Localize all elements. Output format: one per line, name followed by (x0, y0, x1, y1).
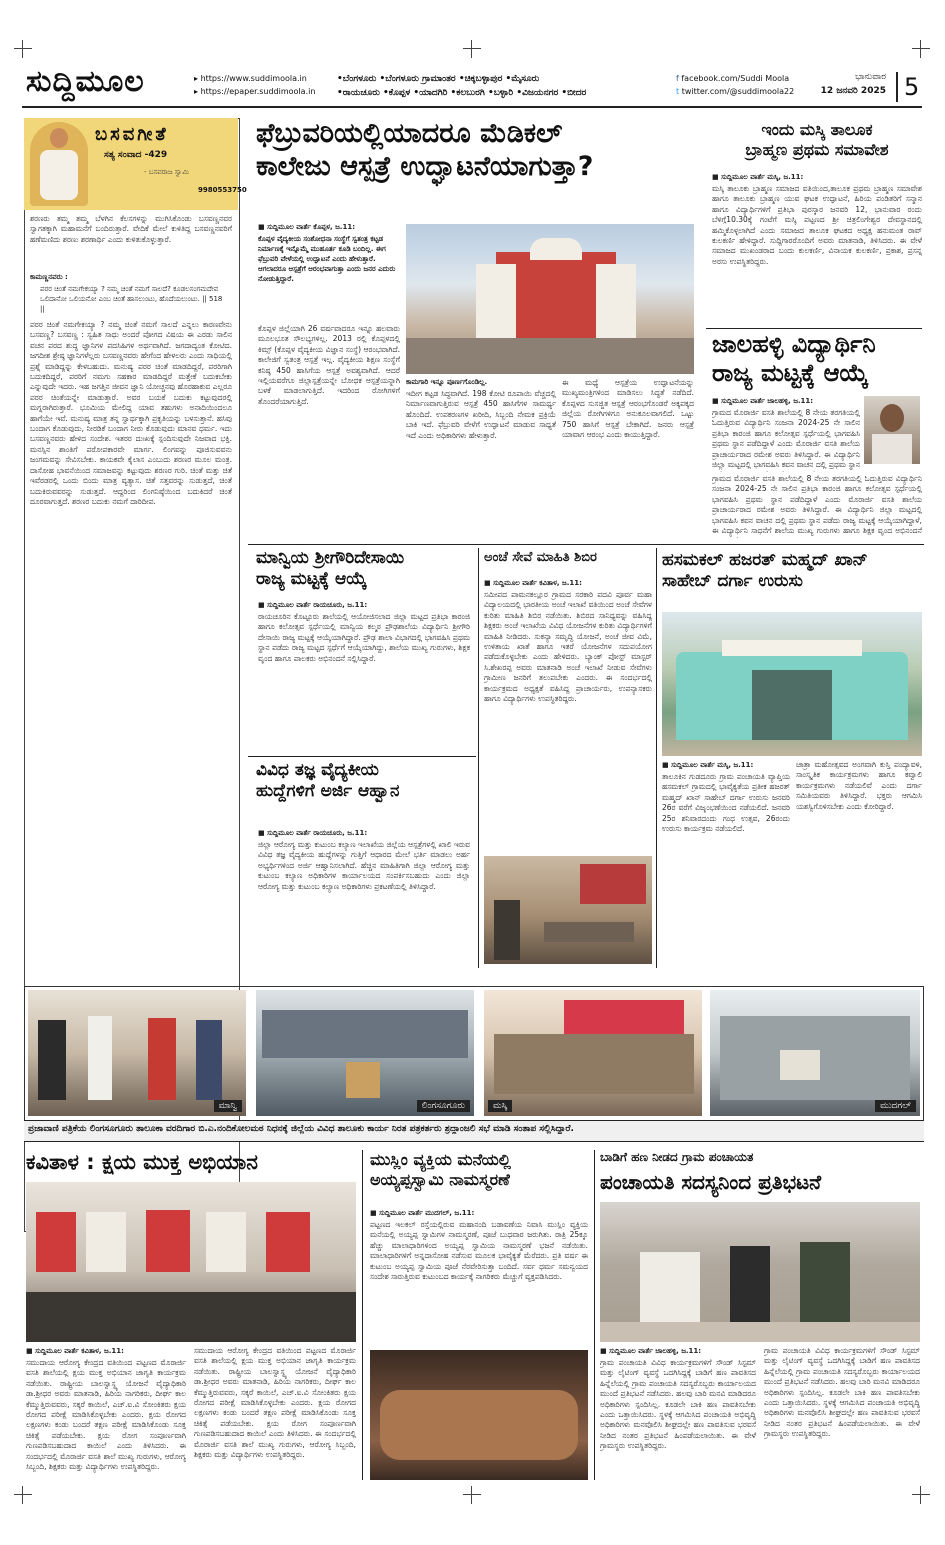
issue-date (818, 70, 886, 98)
strip-photo (484, 990, 702, 1116)
date-label: 12 ಜನವರಿ 2025 (820, 86, 886, 96)
manvi-headline-line1: ಮಾನ್ವಿಯ ಶ್ರೀಗೌರಿದೇಸಾಯಿ (256, 548, 405, 568)
dargah-photo (662, 612, 922, 756)
tb-byline-text: ಸುದ್ದಿಮೂಲ ವಾರ್ತೆ ಕವಿತಾಳ, ಜ.11: (35, 1347, 124, 1355)
ayyappa-body: ಪಟ್ಟಣದ ಇಲಕಲ್ ರಸ್ತೆಯಲ್ಲಿರುವ ಮಹಾನಂದಿ ಬಡಾವಣೆಯ ನಿವಾಸಿ ಮುಸ್ಲಿಂ ವ್ಯಕ್ತಿಯ ಮನೆಯಲ್ಲಿ ಅಯ್ಯಪ್ಪ ಸ್ವಾಮಿಗಳ ನಾಮಸ್ಮರಣೆ, ಪೂಜೆ ಬುಧವಾರ ಜರುಗಿತು. ರಾತ್ರಿ 25ಕ್ಕೂ ಹೆಚ್ಚು ಮಾಲಾಧಾರಿಗಳಿಂದ ಅಯ್ಯಪ್ಪ ಸ್ವಾಮಿಯ ನಾಮಸ್ಮರಣೆ ಭಜನೆ ನಡೆಯಿತು. ಮಾಲಾಧಾರಿಗಳಿಗೆ ಅನ್ನದಾಸೋಹ ನಡೆಸುವ ಮೂಲಕ ಭಾವೈಕ್ಯತೆ ಮೆರೆದರು. ಪ್ರತಿ ವರ್ಷ ಈ ಕುಟುಂಬ ಅಯ್ಯಪ್ಪ ಸ್ವಾಮಿಯ ಪೂಜೆ ನೆರವೇರಿಸುತ್ತಾ ಬಂದಿದೆ. ಸರ್ವ ಧರ್ಮ ಸಮನ್ವಯದ ಸಂದೇಶ ಸಾರುತ್ತಿರುವ ಕುಟುಂಬದ ಕಾರ್ಯಕ್ಕೆ ನಾಗರಿಕರು ಮೆಚ್ಚುಗೆ ವ್ಯಕ್ತಪಡಿಸಿದರು. (370, 1220, 588, 1282)
crop-mark (463, 40, 481, 58)
tb-body-2: ಸಮುದಾಯ ಆರೋಗ್ಯ ಕೇಂದ್ರದ ವತಿಯಿಂದ ಪಟ್ಟಣದ ಮೊರಾರ್ಜಿ ವಸತಿ ಶಾಲೆಯಲ್ಲಿ ಕ್ಷಯ ಮುಕ್ತ ಅಭಿಯಾನ ಜಾಗೃತಿ ಕಾರ್ಯಕ್ರಮ ನಡೆಯಿತು. ರಾಷ್ಟ್ರೀಯ ಬಾಲಸ್ವಾಸ್ಥ್ಯ ಯೋಜನೆ ವೈದ್ಯಾಧಿಕಾರಿ ಡಾ.ಶ್ರೀಧರ ಅವರು ಮಾತನಾಡಿ, ಹಿರಿಯ ನಾಗರಿಕರು, ದೀರ್ಘ ಕಾಲ ಕೆಮ್ಮುತ್ತಿರುವವರು, ಸಕ್ಕರೆ ಕಾಯಿಲೆ, ಎಚ್.ಐ.ವಿ ಸೋಂಕಿತರು ಕ್ಷಯ ರೋಗದ ಪರೀಕ್ಷೆ ಮಾಡಿಸಿಕೊಳ್ಳಬೇಕು ಎಂದರು. ಕ್ಷಯ ರೋಗದ ಲಕ್ಷಣಗಳು ಕಂಡು ಬಂದರೆ ತಕ್ಷಣ ಪರೀಕ್ಷೆ ಮಾಡಿಸಿಕೊಂಡು ಸೂಕ್ತ ಚಿಕಿತ್ಸೆ ಪಡೆಯಬೇಕು. ಕ್ಷಯ ರೋಗ ಸಂಪೂರ್ಣವಾಗಿ ಗುಣಪಡಿಸಬಹುದಾದ ಕಾಯಿಲೆ ಎಂದು ತಿಳಿಸಿದರು. ಈ ಸಂದರ್ಭದಲ್ಲಿ ಮೊರಾರ್ಜಿ ವಸತಿ ಶಾಲೆ ಮುಖ್ಯ ಗುರುಗಳು, ಆರೋಗ್ಯ ಸಿಬ್ಬಂದಿ, ಶಿಕ್ಷಕರು ಮತ್ತು ವಿದ್ಯಾರ್ಥಿಗಳು ಉಪಸ್ಥಿತರಿದ್ದರು. (194, 1346, 356, 1460)
photo-strip-caption: ಪ್ರಜಾವಾಣಿ ಪತ್ರಿಕೆಯ ಲಿಂಗಸೂಗೂರು ತಾಲೂಕಾ ವರದಿಗಾರ ಬಿ.ಎ.ನಂದಿಕೋಲಮಠ ನಿಧನಕ್ಕೆ ಜಿಲ್ಲೆಯ ವಿವಿಧ ತಾಲೂಕು ಕಾರ್ಯ ನಿರತ ಪತ್ರಕರ್ತರು ಶ್ರದ್ಧಾಂಜಲಿ ಸಭೆ ಮಾಡಿ ಸಂತಾಪ ಸಲ್ಲಿಸಿದ್ದಾರೆ. (28, 1124, 574, 1134)
lead-body-1: ಕೊಪ್ಪಳ ಜಿಲ್ಲೆಯಾಗಿ 26 ವರ್ಷವಾದರೂ ಇನ್ನೂ ಹಲವಾರು ಮೂಲಭೂತ ಸೌಲಭ್ಯಗಳಿಲ್ಲ. 2013 ರಲ್ಲಿ ಕೊಪ್ಪಳದಲ್ಲಿ ಕಿಮ್ಸ್ (ಕೊಪ್ಪಳ ವೈದ್ಯಕೀಯ ವಿಜ್ಞಾನ ಸಂಸ್ಥೆ) ಆರಂಭವಾಗಿದೆ. ಕಾಲೇಜಿಗೆ ಸ್ವತಂತ್ರ ಆಸ್ಪತ್ರೆ ಇಲ್ಲ. ವೈದ್ಯಕೀಯ ಶಿಕ್ಷಣ ಸಂಸ್ಥೆಗೆ ಕನಿಷ್ಠ 450 ಹಾಸಿಗೆಯ ಆಸ್ಪತ್ರೆ ಅವಶ್ಯವಾಗಿದೆ. ಆದರೆ ಇಲ್ಲಿಯವರೆಗೂ ಜಿಲ್ಲಾಸ್ಪತ್ರೆಯನ್ನೇ ಬೋಧಕ ಆಸ್ಪತ್ರೆಯನ್ನಾಗಿ ಬಳಕೆ ಮಾಡಲಾಗುತ್ತಿದೆ. ಇದರಿಂದ ರೋಗಿಗಳಿಗೆ ತೊಂದರೆಯಾಗುತ್ತಿದೆ. (258, 324, 400, 406)
saint-portrait (30, 122, 88, 206)
tb-body-1: ಸಮುದಾಯ ಆರೋಗ್ಯ ಕೇಂದ್ರದ ವತಿಯಿಂದ ಪಟ್ಟಣದ ಮೊರಾರ್ಜಿ ವಸತಿ ಶಾಲೆಯಲ್ಲಿ ಕ್ಷಯ ಮುಕ್ತ ಅಭಿಯಾನ ಜಾಗೃತಿ ಕಾರ್ಯಕ್ರಮ ನಡೆಯಿತು. ರಾಷ್ಟ್ರೀಯ ಬಾಲಸ್ವಾಸ್ಥ್ಯ ಯೋಜನೆ ವೈದ್ಯಾಧಿಕಾರಿ ಡಾ.ಶ್ರೀಧರ ಅವರು ಮಾತನಾಡಿ, ಹಿರಿಯ ನಾಗರಿಕರು, ದೀರ್ಘ ಕಾಲ ಕೆಮ್ಮುತ್ತಿರುವವರು, ಸಕ್ಕರೆ ಕಾಯಿಲೆ, ಎಚ್.ಐ.ವಿ ಸೋಂಕಿತರು ಕ್ಷಯ ರೋಗದ ಪರೀಕ್ಷೆ ಮಾಡಿಸಿಕೊಳ್ಳಬೇಕು ಎಂದರು. ಕ್ಷಯ ರೋಗದ ಲಕ್ಷಣಗಳು ಕಂಡು ಬಂದರೆ ತಕ್ಷಣ ಪರೀಕ್ಷೆ ಮಾಡಿಸಿಕೊಂಡು ಸೂಕ್ತ ಚಿಕಿತ್ಸೆ ಪಡೆಯಬೇಕು. ಕ್ಷಯ ರೋಗ ಸಂಪೂರ್ಣವಾಗಿ ಗುಣಪಡಿಸಬಹುದಾದ ಕಾಯಿಲೆ ಎಂದು ತಿಳಿಸಿದರು. ಈ ಸಂದರ್ಭದಲ್ಲಿ ಮೊರಾರ್ಜಿ ವಸತಿ ಶಾಲೆ ಮುಖ್ಯ ಗುರುಗಳು, ಆರೋಗ್ಯ ಸಿಬ್ಬಂದಿ, ಶಿಕ್ಷಕರು ಮತ್ತು ವಿದ್ಯಾರ್ಥಿಗಳು ಉಪಸ್ಥಿತರಿದ್ದರು. (26, 1358, 186, 1472)
divider (594, 1150, 595, 1480)
twitter-link[interactable]: twitter.com/@suddimoola22 (681, 87, 795, 96)
lead-headline[interactable] (256, 118, 696, 184)
vacancy-byline-text: ಸುದ್ದಿಮೂಲ ವಾರ್ತೆ ರಾಯಚೂರು, ಜ.11: (267, 829, 368, 837)
postal-body: ಸಮೀಪದ ಪಾಮನಕಲ್ಲೂರ ಗ್ರಾಮದ ಸರಕಾರಿ ಪದವಿ ಪೂರ್ವ ಮಹಾ ವಿದ್ಯಾಲಯದಲ್ಲಿ ಭಾರತೀಯ ಅಂಚೆ ಇಲಾಖೆ ವತಿಯಿಂದ ಅಂಚೆ ಸೇವೆಗಳ ಕುರಿತು ಮಾಹಿತಿ ಶಿಬಿರ ನಡೆಯಿತು. ಶಿಬಿರದ ಸಾನಿಧ್ಯವನ್ನು ವಹಿಸಿದ್ದ ಶಿಕ್ಷಕರು ಅಂಚೆ ಇಲಾಖೆಯ ವಿವಿಧ ಯೋಜನೆಗಳ ಕುರಿತು ವಿದ್ಯಾರ್ಥಿಗಳಿಗೆ ಮಾಹಿತಿ ನೀಡಿದರು. ಸುಕನ್ಯಾ ಸಮೃದ್ಧಿ ಯೋಜನೆ, ಅಂಚೆ ಜೀವ ವಿಮೆ, ಉಳಿತಾಯ ಖಾತೆ ಹಾಗೂ ಇತರೆ ಯೋಜನೆಗಳ ಸದುಪಯೋಗ ಪಡೆದುಕೊಳ್ಳಬೇಕು ಎಂದು ಹೇಳಿದರು. ಬ್ಯಾಂಕ್ ಪೋಸ್ಟ್ ಮಾಸ್ಟರ್ ಸಿ.ಶೇಖರಪ್ಪ ಅವರು ಮಾತನಾಡಿ ಅಂಚೆ ಇಲಾಖೆ ನೀಡುವ ಸೇವೆಗಳು ಗ್ರಾಮೀಣ ಜನರಿಗೆ ತಲುಪಬೇಕು ಎಂದರು. ಈ ಸಂದರ್ಭದಲ್ಲಿ ಕಾರ್ಯಕ್ರಮದ ಅಧ್ಯಕ್ಷತೆ ವಹಿಸಿದ್ದ ಪ್ರಾಚಾರ್ಯರು, ಉಪನ್ಯಾಸಕರು ಹಾಗೂ ವಿದ್ಯಾರ್ಥಿಗಳು ಉಪಸ್ಥಿತರಿದ್ದರು. (484, 590, 652, 704)
crop-mark (14, 1486, 32, 1504)
bhajan-photo (370, 1350, 588, 1480)
jalahalli-body-1: ಗ್ರಾಮದ ಮೊರಾರ್ಜಿ ವಸತಿ ಶಾಲೆಯಲ್ಲಿ 8 ನೇಯ ತರಗತಿಯಲ್ಲಿ ಓದುತ್ತಿರುವ ವಿದ್ಯಾರ್ಥಿನಿ ಸಂಜನಾ 2024-25 ನೇ ಸಾಲಿನ ಪ್ರತಿಭಾ ಕಾರಂಜಿ ಹಾಗೂ ಕಲೋತ್ಸವ ಸ್ಪರ್ಧೆಯಲ್ಲಿ ಭಾಗವಹಿಸಿ ಪ್ರಥಮ ಸ್ಥಾನ ಪಡೆದಿದ್ದಾಳೆ ಎಂದು ಮೊರಾರ್ಜಿ ವಸತಿ ಶಾಲೆಯ ಪ್ರಾಚಾರ್ಯರಾದ ರಮೇಶ ಅವರು ತಿಳಿಸಿದ್ದಾರೆ. ಈ ವಿದ್ಯಾರ್ಥಿನಿ ಜಿಲ್ಲಾ ಮಟ್ಟದಲ್ಲಿ ಭಾಗವಹಿಸಿ ಕವನ ವಾಚನ ದಲ್ಲಿ ಪ್ರಥಮ ಸ್ಥಾನ (712, 408, 860, 470)
column-title: ಬಸವಗೀತೆ (95, 124, 169, 145)
crop-mark (463, 1486, 481, 1504)
urus-body-2: ಜಾತ್ರಾ ಮಹೋತ್ಸವದ ಅಂಗವಾಗಿ ಕುಸ್ತಿ ಪಂದ್ಯಾವಳಿ, ಸಾಂಸ್ಕೃತಿಕ ಕಾರ್ಯಕ್ರಮಗಳು ಹಾಗೂ ಕವ್ವಾಲಿ ಕಾರ್ಯಕ್ರಮಗಳು ನಡೆಯಲಿವೆ ಎಂದು ದರ್ಗಾ ಸಮಿತಿಯವರು ತಿಳಿಸಿದ್ದಾರೆ. ಭಕ್ತರು ಆಗಮಿಸಿ ಯಶಸ್ವಿಗೊಳಿಸಬೇಕು ಎಂದು ಕೋರಿದ್ದಾರೆ. (796, 760, 922, 811)
strip-label: ಮಸ್ಕಿ (488, 1100, 512, 1112)
bullet-icon: ■ (258, 829, 268, 837)
twitter-icon: t (676, 87, 682, 96)
hospital-photo (406, 224, 694, 374)
tb-campaign-photo (26, 1182, 356, 1342)
jalahalli-byline-text: ಸುದ್ದಿಮೂಲ ವಾರ್ತೆ ಜಾಲಹಳ್ಳಿ, ಜ.11: (721, 397, 814, 405)
crop-mark (912, 40, 930, 58)
globe-icon: ▸ (194, 74, 201, 83)
maski-body: ಮಸ್ಕಿ ತಾಲೂಕು ಬ್ರಾಹ್ಮಣ ಸಮಾಜದ ವತಿಯಿಂದ,ತಾಲೂಕ ಪ್ರಥಮ ಬ್ರಾಹ್ಮಣ ಸಮಾವೇಶ ಹಾಗೂ ತಾಲೂಕು ಬ್ರಾಹ್ಮಣ ಯುವ ಘಟಕ ಉದ್ಘಾಟನೆ, ಹಿರಿಯ ಪಂಡಿತರಿಗೆ ಸನ್ಮಾನ ಹಾಗೂ ವಿದ್ಯಾರ್ಥಿಗಳಿಗೆ ಪ್ರತಿಭಾ ಪುರಸ್ಕಾರ ಜನವರಿ 12, ಭಾನುವಾರ ರಂದು ಬೆಳಿಗ್ಗೆ10.30ಕ್ಕೆ ಗಂಟೆಗೆ ಮಸ್ಕಿ ಪಟ್ಟಣದ ಶ್ರೀ ಚಿತ್ರಲಿಂಗೇಶ್ವರ ದೇವಸ್ಥಾನದಲ್ಲಿ ಹಮ್ಮಿಕೊಳ್ಳಲಾಗಿದೆ ಎಂದು ಸಮಾಜದ ತಾಲೂಕ ಘಟಕದ ಅಧ್ಯಕ್ಷ ಹನುಮಂತ ರಾವ್ ಕುಲಕರ್ಣಿ ಹೇಳಿದ್ದಾರೆ. ಸುದ್ದಿಗಾರರೊಂದಿಗೆ ಅವರು ಮಾತನಾಡಿ, ತಿಳಿಸಿದರು. ಈ ವೇಳೆ ಸಮಾಜದ ಮುಖಂಡರಾದ ಬಂದು ಕುಲಕರ್ಣಿ, ವಿನಾಯಕ ಕುಲಕರ್ಣಿ, ಪ್ರಕಾಶ, ಪ್ರಸನ್ನ ಅರಸು ಉಪಸ್ಥಿತರಿದ್ದರು. (712, 184, 922, 266)
jalahalli-body-2: ಗ್ರಾಮದ ಮೊರಾರ್ಜಿ ವಸತಿ ಶಾಲೆಯಲ್ಲಿ 8 ನೇಯ ತರಗತಿಯಲ್ಲಿ ಓದುತ್ತಿರುವ ವಿದ್ಯಾರ್ಥಿನಿ ಸಂಜನಾ 2024-25 ನೇ ಸಾಲಿನ ಪ್ರತಿಭಾ ಕಾರಂಜಿ ಹಾಗೂ ಕಲೋತ್ಸವ ಸ್ಪರ್ಧೆಯಲ್ಲಿ ಭಾಗವಹಿಸಿ ಪ್ರಥಮ ಸ್ಥಾನ ಪಡೆದಿದ್ದಾಳೆ ಎಂದು ಮೊರಾರ್ಜಿ ವಸತಿ ಶಾಲೆಯ ಪ್ರಾಚಾರ್ಯರಾದ ರಮೇಶ ಅವರು ತಿಳಿಸಿದ್ದಾರೆ. ಈ ವಿದ್ಯಾರ್ಥಿನಿ ಜಿಲ್ಲಾ ಮಟ್ಟದಲ್ಲಿ ಭಾಗವಹಿಸಿ ಕವನ ವಾಚನ ದಲ್ಲಿ ಪ್ರಥಮ ಸ್ಥಾನ ಪಡೆದು ರಾಜ್ಯ ಮಟ್ಟಕ್ಕೆ ಆಯ್ಕೆಯಾಗಿದ್ದಾಳೆ, ಈ ವಿದ್ಯಾರ್ಥಿನಿ ಸಾಧನೆಗೆ ಶಾಲೆಯ ಮುಖ್ಯ ಗುರುಗಳು ಹಾಗೂ ಶಿಕ್ಷಕ ವೃಂದ ಅಭಿನಂದನೆ (712, 474, 922, 536)
ayyappa-byline-text: ಸುದ್ದಿಮೂಲ ವಾರ್ತೆ ಮುದಗಲ್, ಜ.11: (379, 1209, 475, 1217)
divider (248, 544, 924, 545)
column-intro: ಶರಣರು ತಮ್ಮ ತಮ್ಮ ಬೆಳಗಿನ ಕೆಲಸಗಳನ್ನು ಮುಗಿಸಿಕೊಂಡು ಬಸವಣ್ಣನವರ ಸ್ವಾಗತಕ್ಕಾಗಿ ಮಹಾಮನೆಗೆ ಬಂದಿರುತ್ತಾರೆ. ವೇದಿಕೆ ಮೇಲೆ ಕುಳಿತಿದ್ದ ಬಸವಣ್ಣನವರಿಗೆ ಹಣೆಮಣಿದು ಶರಣು ಶರಣಾರ್ಥಿ ಎಂದು ಕುಳಿತುಕೊಳ್ಳುತ್ತಾರೆ. (30, 214, 232, 244)
vacancy-headline[interactable] (256, 760, 472, 801)
facebook-icon: f (676, 74, 682, 83)
ayyappa-byline (370, 1208, 588, 1218)
maski-headline-line1: ಇಂದು ಮಸ್ಕಿ ತಾಲೂಕ (761, 120, 873, 139)
strip-label: ಮುದಗಲ್ (875, 1100, 916, 1112)
divider (656, 548, 657, 968)
vacancy-headline-line2: ಹುದ್ದೆಗಳಿಗೆ ಅರ್ಜಿ ಆಹ್ವಾನ (256, 780, 400, 801)
column-body: ಪರರ ಚಿಂತೆ ನಮಗೇಕಯ್ಯಾ ? ನಮ್ಮ ಚಿಂತೆ ನಮಗೆ ಸಾಲದೆ ಎನ್ನಲು ಕಾರಣವೇನು ಬಸವಣ್ಣ? ಬಸವಣ್ಣ : ಸ್ವಹಿತ ಸಾಧು ಅಂದರೆ ಪೋಗದ ವಿಷಯ ಈ ಎರಡು ಸಾಲಿನ ವಚನ ಪರದ ಶುದ್ಧ ಜ್ಞಾನಿಗಳ ಪದಸಿಹಿಗಳ ಅರ್ಥವಾಗಿದೆ. ಜಗದಾದ್ಯಂತ ಕೋಟಿದ. ಜಗದೀಶ ಶ್ರೇಷ್ಠ ಜ್ಞಾನಿಗಳೆಲ್ಲರು ಬಸವಣ್ಣನವರು ಹೇಗೆಂದ ಹೇಳಲರು ಎಂದು ಸಾಧಿಯಲ್ಲಿ ಪ್ರಶ್ನೆ ಮಾಡಿದ್ದನ್ನು ಕೇಳಬಹುದು. ಮನುಷ್ಯ ಪರರ ಚಿಂತೆ ಮಾಡದಿದ್ದರೆ, ಪರರಿಗಾಗಿ ಬದುಕದಿದ್ದರೆ, ಪರರಿಗೆ ನಮಗು ಸಹಕಾರ ಮಾಡದಿದ್ದರೆ ಮತ್ತೇಕೆ ಬದುಕಬೇಕು ಎನ್ನುವುದೇ ಇದರು. ಇಹ ಜಗತ್ತಿನ ಜೀವನ ಜ್ಞಾನಿ ಯೋಚ್ಚನವು ಹೊರಹಾಕುವ ಎಲ್ಲರೂ ಪರರ ಚಿಂತೆಯನ್ನೇ ಮಾಡುತ್ತಾರೆ. ಅವರ ಬಯಕೆ ಬದುಕು ಕಟ್ಟುವುದರಲ್ಲಿ ಮಗ್ನರಾಗಿರುತ್ತಾರೆ. ಭೂಮಿಯ ಮೇಲಿದ್ದ ಯಾವ ತಹುಗಳು ಅನಾದಿಯಿಂದಲೂ ಹಾಗೆಯೇ ಇವೆ. ಮನುಷ್ಯ ಮಾತ್ರ ತನ್ನ ಸ್ವಾರ್ಥಕ್ಕಾಗಿ ಪ್ರಕೃತಿಯನ್ನು ಬಳಸುತ್ತಾನೆ. ಹಸಿವು ಬಂದಾಗ ಕೊಡುವುದು, ನೀರಡಿಕೆ ಬಂದಾಗ ನೀರು ಕೊಡುವುದು ಮಾನವ ಧರ್ಮ. ಇದು ಬಸವಣ್ಣನವರು ಹೇಳಿದ ಸಂದೇಶ. ಇತರರ ದುಃಖಕ್ಕೆ ಸ್ಪಂದಿಸುವುದೇ ನಿಜವಾದ ಭಕ್ತಿ. ಮನಸ್ಸಿನ ಶಾಂತಿಗೆ ಪರೋಪಕಾರವೇ ಮಾರ್ಗ. ಲಿಂಗವನ್ನು ಪೂಜಿಸುವವನು ಜಂಗಮವನ್ನು ಸೇವಿಸಬೇಕು. ಕಾಯಕವೇ ಕೈಲಾಸ ಎಂಬುದು ಶರಣರ ಮೂಲ ಮಂತ್ರ. ದಾಸೋಹ ಭಾವನೆಯಿಂದ ಸಮಾಜವನ್ನು ಕಟ್ಟುವುದು ಶರಣರ ಗುರಿ. ಚಿಂತೆ ಮತ್ತು ಚಿತೆ ಇವೆರಡರಲ್ಲಿ ಒಂದು ಬಿಂದು ಮಾತ್ರ ವ್ಯತ್ಯಾಸ. ಚಿತೆ ಸತ್ತವರನ್ನು ಸುಡುತ್ತದೆ, ಚಿಂತೆ ಬದುಕಿರುವವರನ್ನು ಸುಡುತ್ತದೆ. ಆದ್ದರಿಂದ ಲಿಂಗನಿಷ್ಠೆಯಿಂದ ಬದುಕಿದರೆ ಚಿಂತೆ ದೂರವಾಗುತ್ತದೆ. ಶರಣರ ಬದುಕು ನಮಗೆ ದಾರಿದೀಪ. (30, 320, 232, 506)
column-subtitle: ಸತ್ಯ ಸಂವಾದ -429 (104, 150, 168, 160)
vacancy-body: ಜಿಲ್ಲಾ ಆರೋಗ್ಯ ಮತ್ತು ಕುಟುಂಬ ಕಲ್ಯಾಣ ಇಲಾಖೆಯ ಜಿಲ್ಲೆಯ ಆಸ್ಪತ್ರೆಗಳಲ್ಲಿ ಖಾಲಿ ಇರುವ ವಿವಿಧ ತಜ್ಞ ವೈದ್ಯಕೀಯ ಹುದ್ದೆಗಳನ್ನು ಗುತ್ತಿಗೆ ಆಧಾರದ ಮೇಲೆ ಭರ್ತಿ ಮಾಡಲು ಅರ್ಹ ಅಭ್ಯರ್ಥಿಗಳಿಂದ ಅರ್ಜಿ ಆಹ್ವಾನಿಸಲಾಗಿದೆ. ಹೆಚ್ಚಿನ ಮಾಹಿತಿಗಾಗಿ ಜಿಲ್ಲಾ ಆರೋಗ್ಯ ಮತ್ತು ಕುಟುಂಬ ಕಲ್ಯಾಣ ಅಧಿಕಾರಿಗಳ ಕಾರ್ಯಾಲಯದ ಸಂಪರ್ಕಿಸಬಹುದು ಎಂದು ಜಿಲ್ಲಾ ಆರೋಗ್ಯ ಮತ್ತು ಕುಟುಂಬ ಕಲ್ಯಾಣ ಅಧಿಕಾರಿಗಳು ಪ್ರಕಟಣೆಯಲ್ಲಿ ತಿಳಿಸಿದ್ದಾರೆ. (258, 840, 470, 891)
postal-photo (484, 856, 652, 964)
divider (248, 756, 476, 757)
ayyappa-headline-line2: ಅಯ್ಯಪ್ಪಸ್ವಾಮಿ ನಾಮಸ್ಮರಣೆ (370, 1169, 510, 1189)
protest-body-1: ಗ್ರಾಮ ಪಂಚಾಯತಿ ವಿವಿಧ ಕಾರ್ಯಕ್ರಮಗಳಿಗೆ ಸೌಂಡ್ ಸಿಸ್ಟಮ್ ಮತ್ತು ಲೈಟಿಂಗ್ ವ್ಯವಸ್ಥೆ ಒದಗಿಸಿದ್ದಕ್ಕೆ ಬಾಡಿಗೆ ಹಣ ಪಾವತಿಸದ ಹಿನ್ನೆಲೆಯಲ್ಲಿ ಗ್ರಾಮ ಪಂಚಾಯತಿ ಸದಸ್ಯರೊಬ್ಬರು ಕಾರ್ಯಾಲಯದ ಮುಂದೆ ಪ್ರತಿಭಟನೆ ನಡೆಸಿದರು. ಹಲವು ಬಾರಿ ಮನವಿ ಮಾಡಿದರೂ ಅಧಿಕಾರಿಗಳು ಸ್ಪಂದಿಸಿಲ್ಲ. ಕೂಡಲೇ ಬಾಕಿ ಹಣ ಪಾವತಿಸಬೇಕು ಎಂದು ಒತ್ತಾಯಿಸಿದರು. ಸ್ಥಳಕ್ಕೆ ಆಗಮಿಸಿದ ಪಂಚಾಯತಿ ಅಭಿವೃದ್ಧಿ ಅಧಿಕಾರಿಗಳು ಮನವೊಲಿಸಿ ಶೀಘ್ರದಲ್ಲೇ ಹಣ ಪಾವತಿಸುವ ಭರವಸೆ ನೀಡಿದ ನಂತರ ಪ್ರತಿಭಟನೆ ಹಿಂಪಡೆಯಲಾಯಿತು. ಈ ವೇಳೆ ಗ್ರಾಮಸ್ಥರು ಉಪಸ್ಥಿತರಿದ್ದರು. (600, 1358, 756, 1451)
manvi-byline (258, 600, 470, 610)
urus-headline[interactable] (662, 550, 924, 591)
day-label: ಭಾನುವಾರ (855, 72, 886, 82)
manvi-headline-line2: ರಾಜ್ಯ ಮಟ್ಟಕ್ಕೆ ಆಯ್ಕೆ (256, 568, 367, 589)
bullet-icon: ■ (258, 601, 268, 609)
lead-body-3: ಇದೀಗ ಕಟ್ಟಡ ಸಿದ್ಧವಾಗಿದೆ. 198 ಕೋಟಿ ರೂಪಾಯಿ ವೆಚ್ಚದಲ್ಲಿ ನಿರ್ಮಾಣವಾಗುತ್ತಿರುವ ಆಸ್ಪತ್ರೆ 450 ಹಾಸಿಗೆಗಳ ಸಾಮರ್ಥ್ಯ ಹೊಂದಿದೆ. ಉಪಕರಣಗಳ ಖರೀದಿ, ಸಿಬ್ಬಂದಿ ನೇಮಕ ಪ್ರಕ್ರಿಯೆ ಬಾಕಿ ಇದೆ. ಫೆಬ್ರುವರಿ ವೇಳೆಗೆ ಉದ್ಘಾಟನೆ ಮಾಡುವ ಸಾಧ್ಯತೆ ಇದೆ ಎಂದು ಅಧಿಕಾರಿಗಳು ಹೇಳುತ್ತಾರೆ. (406, 389, 556, 440)
bullet-icon: ■ (484, 579, 494, 587)
lead-headline-line2: ಕಾಲೇಜು ಆಸ್ಪತ್ರೆ ಉದ್ಘಾಟನೆಯಾಗುತ್ತಾ? (256, 150, 594, 182)
bullet-icon: ■ (662, 761, 672, 769)
page-number: 5 (896, 72, 919, 102)
facebook-link[interactable]: facebook.com/Suddi Moola (681, 74, 790, 83)
ayyappa-headline[interactable] (370, 1150, 590, 1189)
maski-headline-line2: ಬ್ರಾಹ್ಮಣ ಪ್ರಥಮ ಸಮಾವೇಶ (745, 139, 889, 159)
bullet-icon: ■ (370, 1209, 380, 1217)
verse: ಪರರ ಚಿಂತೆ ನಮಗೇಕಯ್ಯಾ ? ನಮ್ಮ ಚಿಂತೆ ನಮಗೆ ಸಾಲದೆ? ಕೂಡಲಸಂಗಮದೇವ ಒಲಿದಾನೋ ಒಲಿಯನೋ ಎಂಬ ಚಿಂತೆ ಹಾಸಲುಂಟು, ಹೊದೆಯಲುಂಟು. || 518 || (40, 285, 223, 313)
edition-places (337, 72, 586, 100)
vacancy-byline (258, 828, 470, 838)
lead-headline-line1: ಫೆಬ್ರುವರಿಯಲ್ಲಿಯಾದರೂ ಮೆಡಿಕಲ್ (256, 118, 563, 149)
strip-photo (256, 990, 474, 1116)
social-links (676, 72, 794, 98)
strip-label: ಮಾನ್ವಿ (214, 1100, 242, 1112)
protest-photo (600, 1202, 920, 1342)
bullet-icon: ■ (600, 1347, 610, 1355)
maski-byline (712, 172, 922, 182)
protest-headline[interactable]: ಪಂಚಾಯತಿ ಸದಸ್ಯನಿಂದ ಪ್ರತಿಭಟನೆ (600, 1170, 822, 1194)
strip-photo (710, 990, 920, 1116)
website-link[interactable]: https://www.suddimoola.in (200, 74, 307, 83)
places-row: •ರಾಯಚೂರು •ಕೊಪ್ಪಳ •ಯಾದಗಿರಿ •ಕಲಬುರಗಿ •ಬಳ್ಳಾರಿ •ವಿಜಯನಗರ •ಬೀದರ (337, 88, 587, 98)
divider (478, 548, 479, 968)
crop-mark (912, 1486, 930, 1504)
maski-headline[interactable] (712, 120, 922, 159)
manvi-headline[interactable] (256, 548, 472, 589)
column-author: - ಬಸವರಾಜ ಸ್ವಾಮಿ (144, 168, 189, 176)
protest-body-2: ಗ್ರಾಮ ಪಂಚಾಯತಿ ವಿವಿಧ ಕಾರ್ಯಕ್ರಮಗಳಿಗೆ ಸೌಂಡ್ ಸಿಸ್ಟಮ್ ಮತ್ತು ಲೈಟಿಂಗ್ ವ್ಯವಸ್ಥೆ ಒದಗಿಸಿದ್ದಕ್ಕೆ ಬಾಡಿಗೆ ಹಣ ಪಾವತಿಸದ ಹಿನ್ನೆಲೆಯಲ್ಲಿ ಗ್ರಾಮ ಪಂಚಾಯತಿ ಸದಸ್ಯರೊಬ್ಬರು ಕಾರ್ಯಾಲಯದ ಮುಂದೆ ಪ್ರತಿಭಟನೆ ನಡೆಸಿದರು. ಹಲವು ಬಾರಿ ಮನವಿ ಮಾಡಿದರೂ ಅಧಿಕಾರಿಗಳು ಸ್ಪಂದಿಸಿಲ್ಲ. ಕೂಡಲೇ ಬಾಕಿ ಹಣ ಪಾವತಿಸಬೇಕು ಎಂದು ಒತ್ತಾಯಿಸಿದರು. ಸ್ಥಳಕ್ಕೆ ಆಗಮಿಸಿದ ಪಂಚಾಯತಿ ಅಭಿವೃದ್ಧಿ ಅಧಿಕಾರಿಗಳು ಮನವೊಲಿಸಿ ಶೀಘ್ರದಲ್ಲೇ ಹಣ ಪಾವತಿಸುವ ಭರವಸೆ ನೀಡಿದ ನಂತರ ಪ್ರತಿಭಟನೆ ಹಿಂಪಡೆಯಲಾಯಿತು. ಈ ವೇಳೆ ಗ್ರಾಮಸ್ಥರು ಉಪಸ್ಥಿತರಿದ್ದರು. (764, 1346, 920, 1439)
protest-byline (600, 1346, 756, 1356)
lead-body-4: ಈ ಮಧ್ಯೆ ಆಸ್ಪತ್ರೆಯ ಉದ್ಘಾಟನೆಯನ್ನು ಮುಖ್ಯಮಂತ್ರಿಗಳಿಂದ ಮಾಡಿಸಲು ಸಿದ್ಧತೆ ನಡೆದಿದೆ. ಕೊಪ್ಪಳದ ಸುಸಜ್ಜಿತ ಆಸ್ಪತ್ರೆ ಆರಂಭಗೊಂಡರೆ ಅಕ್ಕಪಕ್ಕದ ಜಿಲ್ಲೆಯ ರೋಗಿಗಳಿಗೂ ಅನುಕೂಲವಾಗಲಿದೆ. ಒಟ್ಟು 750 ಹಾಸಿಗೆ ಆಸ್ಪತ್ರೆ ಬೇಕಾಗಿದೆ. ಜನರು ಆಸ್ಪತ್ರೆ ಯಾವಾಗ ಆರಂಭ ಎಂದು ಕಾಯುತ್ತಿದ್ದಾರೆ. (562, 378, 694, 440)
manvi-body: ರಾಯಚೂರಿನ ಕೊಟ್ಟೂರು ಶಾಲೆಯಲ್ಲಿ ಆಯೋಜಿಸಲಾದ ಜಿಲ್ಲಾ ಮಟ್ಟದ ಪ್ರತಿಭಾ ಕಾರಂಜಿ ಹಾಗೂ ಕಲೋತ್ಸವ ಸ್ಪರ್ಧೆಯಲ್ಲಿ ಮಾನ್ವಿಯ ಕಲ್ಮಠ ಪ್ರೌಢಶಾಲೆಯ ವಿದ್ಯಾರ್ಥಿನಿ ಶ್ರೀಗೌರಿ ದೇಸಾಯಿ ರಾಜ್ಯ ಮಟ್ಟಕ್ಕೆ ಆಯ್ಕೆಯಾಗಿದ್ದಾರೆ. ಪ್ರೌಢ ಶಾಲಾ ವಿಭಾಗದಲ್ಲಿ ಭಾಗವಹಿಸಿ ಪ್ರಥಮ ಸ್ಥಾನ ಪಡೆದು ರಾಜ್ಯ ಮಟ್ಟದ ಸ್ಪರ್ಧೆಗೆ ಆಯ್ಕೆಯಾಗಿದ್ದು, ಶಾಲೆಯ ಮುಖ್ಯ ಗುರುಗಳು, ಶಿಕ್ಷಕ ವೃಂದ ಹಾಗೂ ಪಾಲಕರು ಅಭಿನಂದನೆ ಸಲ್ಲಿಸಿದ್ದಾರೆ. (258, 612, 470, 663)
strip-photo (28, 990, 246, 1116)
column-phone: 9980553750 (198, 186, 247, 194)
lead-deck: ಕೊಪ್ಪಳ ವೈದ್ಯಕೀಯ ಸಂಶೋಧನಾ ಸಂಸ್ಥೆಗೆ ಸ್ವತಂತ್ರ ಕಟ್ಟಡ ನಿರ್ಮಾಣಕ್ಕೆ ಇನ್ನೊಮ್ಮೆ ಮುಹೂರ್ತ ಕೂಡಿ ಬಂದಿಲ್ಲ. ಈಗ ಫೆಬ್ರುವರಿ ವೇಳೆಯಲ್ಲಿ ಉದ್ಘಾಟನೆ ಎಂದು ಹೇಳುತ್ತಾರೆ. ಆಗಲಾದರೂ ಆಸ್ಪತ್ರೆಗೆ ಆರಂಭವಾಗುತ್ತಾ ಎಂದು ಜನರ ಎದುರು ನೋಡುತ್ತಿದ್ದಾರೆ. (258, 235, 396, 283)
crop-mark (14, 40, 32, 58)
urus-body-1: ತಾಲೂಕಿನ ಗುಡದೂರು ಗ್ರಾಮ ಪಂಚಾಯತಿ ವ್ಯಾಪ್ತಿಯ ಹಸಮಕಲ್ ಗ್ರಾಮದಲ್ಲಿ ಭಾವೈಕ್ಯತೆಯ ಪ್ರತೀಕ ಹಜರತ್ ಮಹ್ಮದ್ ಖಾನ್ ಸಾಹೇಬ್ ದರ್ಗಾ ಉರುಸು ಜನವರಿ 26ರ ವರೆಗೆ ವಿಜೃಂಭಣೆಯಿಂದ ನಡೆಯಲಿದೆ. ಜನವರಿ 25ರ ಶನಿವಾರದಂದು ಗಂಧ ಉತ್ಸವ, 26ರಂದು ಉರುಸು ಕಾರ್ಯಕ್ರಮ ನಡೆಯಲಿದೆ. (662, 772, 790, 834)
lead-byline-text: ಸುದ್ದಿಮೂಲ ವಾರ್ತೆ ಕೊಪ್ಪಳ, ಜ.11: (267, 223, 356, 231)
question-label: ಕಾಮಣ್ಣನವರು : (30, 273, 68, 281)
maski-byline-text: ಸುದ್ದಿಮೂಲ ವಾರ್ತೆ ಮಸ್ಕಿ, ಜ.11: (721, 173, 804, 181)
ayyappa-headline-line1: ಮುಸ್ಲಿಂ ವ್ಯಕ್ತಿಯ ಮನೆಯಲ್ಲಿ (370, 1150, 511, 1169)
postal-headline[interactable]: ಅಂಚೆ ಸೇವೆ ಮಾಹಿತಿ ಶಿಬಿರ (484, 550, 597, 565)
jalahalli-headline[interactable] (712, 330, 922, 389)
urus-headline-line2: ಸಾಹೇಬ್ ದರ್ಗಾ ಉರುಸು (662, 570, 803, 591)
jalahalli-byline (712, 396, 862, 406)
student-photo (864, 396, 920, 464)
globe-icon: ▸ (194, 87, 201, 96)
lead-byline (258, 222, 400, 232)
divider (706, 328, 922, 329)
urus-byline (662, 760, 790, 770)
bullet-icon: ■ (258, 223, 268, 231)
photo-caption: ಕಾಮಗಾರಿ ಇನ್ನೂ ಪೂರ್ಣಗೊಂಡಿಲ್ಲ. (406, 378, 488, 386)
bullet-icon: ■ (26, 1347, 36, 1355)
urus-headline-line1: ಹಸಮಕಲ್ ಹಜರತ್ ಮಹ್ಮದ್ ಖಾನ್ (662, 550, 868, 570)
places-row: •ಬೆಂಗಳೂರು •ಬೆಂಗಳೂರು ಗ್ರಾಮಾಂತರ •ಚಿಕ್ಕಬಳ್ಳಾಪುರ •ಮೈಸೂರು (337, 74, 540, 84)
protest-byline-text: ಸುದ್ದಿಮೂಲ ವಾರ್ತೆ ಜಾಲಹಳ್ಳಿ, ಜ.11: (609, 1347, 702, 1355)
jalahalli-headline-line1: ಜಾಲಹಳ್ಳಿ ವಿದ್ಯಾರ್ಥಿನಿ (712, 330, 876, 358)
divider (362, 1150, 363, 1480)
bullet-icon: ■ (712, 173, 722, 181)
website-links (194, 72, 315, 98)
bullet-icon: ■ (712, 397, 722, 405)
protest-kicker: ಬಾಡಿಗೆ ಹಣ ನೀಡದ ಗ್ರಾಮ ಪಂಚಾಯತ (600, 1150, 754, 1164)
strip-label: ಲಿಂಗಸೂಗೂರು (417, 1100, 470, 1112)
manvi-byline-text: ಸುದ್ದಿಮೂಲ ವಾರ್ತೆ ರಾಯಚೂರು, ಜ.11: (267, 601, 368, 609)
postal-byline (484, 578, 652, 588)
vacancy-headline-line1: ವಿವಿಧ ತಜ್ಞ ವೈದ್ಯಕೀಯ (256, 760, 379, 780)
tb-headline[interactable]: ಕವಿತಾಳ : ಕ್ಷಯ ಮುಕ್ತ ಅಭಿಯಾನ (26, 1150, 258, 1174)
logo[interactable]: ಸುದ್ದಿಮೂಲ (26, 64, 145, 99)
postal-byline-text: ಸುದ್ದಿಮೂಲ ವಾರ್ತೆ ಕವಿತಾಳ, ಜ.11: (493, 579, 582, 587)
urus-byline-text: ಸುದ್ದಿಮೂಲ ವಾರ್ತೆ ಮಸ್ಕಿ, ಜ.11: (671, 761, 754, 769)
jalahalli-headline-line2: ರಾಜ್ಯ ಮಟ್ಟಕ್ಕೆ ಆಯ್ಕೆ (712, 359, 869, 388)
epaper-link[interactable]: https://epaper.suddimoola.in (200, 87, 316, 96)
tb-byline (26, 1346, 186, 1356)
